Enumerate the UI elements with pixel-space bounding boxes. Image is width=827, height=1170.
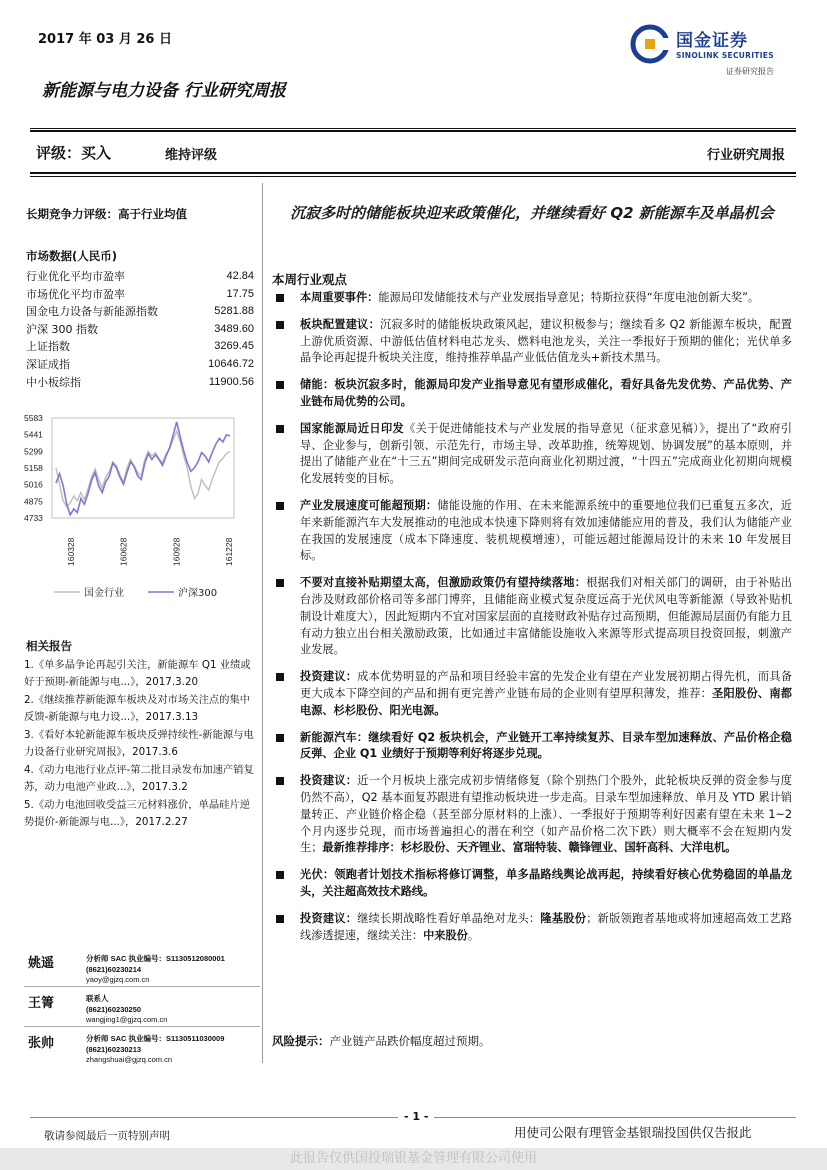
point-text: 近一个月板块上涨完成初步情绪修复（除个别热门个股外，此轮板块反弹的资金参与度仍然不高），Q2 基本面复苏跟进有望推动板块进一步走高。目录车型加速释放、单月及 YTD 累计销量转正、产业链价格企稳（甚至部分原材料的上涨）、一季报好于预期等利好因素有望在未来 1~2 个月内逐步兑现，而市场普遍担心的潜在利空（如产品价格二次下跌）则大概率不会在短期内发生； bbox=[300, 774, 792, 855]
point-picks: 中来股份 bbox=[423, 928, 468, 942]
point-picks: 隆基股份 bbox=[540, 911, 587, 925]
risk-text: 产业链产品跌价幅度超过预期。 bbox=[329, 1034, 491, 1048]
chart-y-tick-label: 5016 bbox=[24, 479, 43, 490]
logo-cn-text: 国金证券 bbox=[676, 31, 748, 51]
rating-maintain: 维持评级 bbox=[165, 148, 218, 163]
point-text: 储能设施的作用、在未来能源系统中的重要地位我们已重复五多次，近年来新能源汽车大发展推动的电池成本快速下降则将有效加速储能应用的普及，我们认为储能产业在我国的发展速度（成本下降速度、装机规模增速），可能远超过能源局设计的未来 10 年发展目标。 bbox=[300, 498, 792, 563]
related-report-item[interactable]: 1.《单多晶争论再起引关注，新能源车 Q1 业绩或好于预期-新能源与电...》，2017.3.20 bbox=[24, 659, 251, 688]
point-lead: 不要对直接补贴期望太高，但激励政策仍有望持续落地： bbox=[300, 576, 587, 590]
long-term-rating: 长期竞争力评级：高于行业均值 bbox=[26, 207, 187, 221]
related-report-item[interactable]: 3.《看好本轮新能源车板块反弹持续性-新能源与电力设备行业研究周报》，2017.3.6 bbox=[24, 729, 254, 758]
point-picks: 最新推荐排序：杉杉股份、天齐锂业、富瑞特装、赣锋锂业、国轩高科、大洋电机。 bbox=[322, 841, 737, 855]
market-row bbox=[26, 286, 254, 304]
analyst-phone: (8621)60230213 bbox=[86, 1044, 142, 1054]
market-row bbox=[26, 356, 254, 374]
point-lead: 板块配置建议： bbox=[300, 317, 381, 331]
report-type: 行业研究周报 bbox=[706, 148, 785, 163]
point-text: 根据我们对相关部门的调研，由于补贴出台涉及财政部价格司等多部门博弈，且储能商业模式复杂度远高于光伏风电等新能源（导致补贴机制设计难度大），因此短期内不宜对国家层面的直接财政补贴存过高预期，但能源局层面仍有能力且有动力独立出台相关激励政策，比如通过丰富储能设施收入来源等形式提高项目投资回报，刺激产业发展。 bbox=[300, 576, 792, 657]
market-row-label: 中小板综指 bbox=[26, 375, 81, 389]
footer-watermark: 此报告仅供国投瑞银基金管理有限公司使用 bbox=[0, 1148, 827, 1170]
section-title: 本周行业观点 bbox=[272, 272, 348, 287]
market-row-value: 5281.88 bbox=[214, 305, 254, 318]
point-lead: 国家能源局近日印发 bbox=[300, 421, 405, 435]
chart-x-tick-label: 161228 bbox=[224, 537, 234, 566]
related-report-item[interactable]: 2.《继续推荐新能源车板块及对市场关注点的集中反馈-新能源与电力设...》，2017.3.13 bbox=[24, 694, 251, 723]
chart-y-tick-label: 5299 bbox=[24, 446, 43, 457]
chart-y-tick-label: 4733 bbox=[24, 513, 43, 523]
viewpoint-item bbox=[272, 421, 792, 488]
market-row-value: 10646.72 bbox=[208, 357, 254, 370]
analyst-email[interactable]: zhangshuai@gjzq.com.cn bbox=[86, 1055, 172, 1064]
viewpoint-item bbox=[272, 669, 792, 719]
chart-x-tick-label: 160628 bbox=[118, 537, 129, 566]
analyst-phone: (8621)60230214 bbox=[86, 964, 142, 974]
point-lead: 投资建议： bbox=[300, 670, 358, 684]
market-row-label: 国金电力设备与新能源指数 bbox=[26, 305, 158, 319]
point-text: 。 bbox=[467, 928, 480, 942]
chart-x-tick-label: 160928 bbox=[171, 537, 182, 566]
chart-legend-label: 沪深300 bbox=[178, 588, 218, 599]
analyst-email[interactable]: wangjing1@gjzq.com.cn bbox=[86, 1015, 168, 1024]
analyst-info bbox=[86, 954, 225, 986]
main-title: 沉寂多时的储能板块迎来政策催化，并继续看好 Q2 新能源车及单晶机会 bbox=[290, 204, 774, 222]
analyst-email[interactable]: yaoy@gjzq.com.cn bbox=[86, 975, 150, 984]
index-line-chart bbox=[18, 408, 263, 608]
related-report-item[interactable]: 5.《动力电池回收受益三元材料涨价，单晶硅片逆势提价-新能源与电...》，2017.2.27 bbox=[24, 799, 251, 828]
market-row bbox=[26, 303, 254, 321]
analyst-cert: 分析师 SAC 执业编号：S1130511030009 bbox=[86, 1034, 225, 1043]
header-divider-top bbox=[30, 128, 796, 129]
point-text: ；新版领跑者基地或将加速超高效工艺路线渗透提速，继续关注： bbox=[300, 911, 792, 942]
chart-series-line-hs300 bbox=[56, 422, 230, 515]
analyst-name: 王箐 bbox=[28, 996, 55, 1011]
footer-usage-note: 用使司公限有理管金基银瑞投国供仅告报此 bbox=[514, 1125, 752, 1140]
point-lead: 储能：板块沉寂多时，能源局印发产业指导意见有望形成催化，看好具备先发优势、产品优势、产业链布局优势的公司。 bbox=[300, 378, 792, 408]
market-row bbox=[26, 374, 254, 392]
analyst-info bbox=[86, 1034, 224, 1066]
market-row bbox=[26, 338, 254, 356]
related-reports-list bbox=[24, 657, 260, 832]
point-text: 继续长期战略性看好单晶绝对龙头： bbox=[357, 911, 541, 925]
chart-y-tick-label: 5441 bbox=[24, 429, 43, 440]
point-lead: 投资建议： bbox=[300, 911, 358, 925]
page-number: - 1 - bbox=[398, 1110, 434, 1123]
viewpoints-list bbox=[272, 290, 792, 954]
market-row-label: 行业优化平均市盈率 bbox=[26, 270, 125, 283]
sinolink-logo-icon bbox=[630, 24, 670, 64]
market-row-label: 上证指数 bbox=[26, 340, 70, 354]
market-row-value: 42.84 bbox=[226, 270, 254, 282]
risk-label: 风险提示： bbox=[272, 1034, 330, 1048]
rating-divider-thin bbox=[30, 176, 796, 177]
logo-subtitle: 证券研究报告 bbox=[726, 67, 774, 76]
rating-label: 评级：买入 bbox=[36, 144, 112, 162]
analyst-cert: 分析师 SAC 执业编号：S1130512080001 bbox=[86, 954, 225, 963]
market-row-value: 11900.56 bbox=[208, 375, 254, 388]
analyst-cert: 联系人 bbox=[86, 994, 109, 1003]
viewpoint-item bbox=[272, 911, 792, 945]
market-row bbox=[26, 268, 254, 286]
header-divider-top-thick bbox=[30, 130, 796, 132]
related-report-item[interactable]: 4.《动力电池行业点评-第二批目录发布加速产销复苏，动力电池产业政...》，2017.3.2 bbox=[24, 764, 254, 793]
viewpoint-item bbox=[272, 730, 792, 764]
analyst-name: 张帅 bbox=[28, 1036, 55, 1051]
market-row-label: 市场优化平均市盈率 bbox=[26, 287, 125, 301]
viewpoint-item bbox=[272, 575, 792, 659]
analyst-name: 姚遥 bbox=[28, 956, 55, 971]
point-lead: 投资建议： bbox=[300, 774, 358, 788]
viewpoint-item bbox=[272, 317, 792, 367]
viewpoint-item bbox=[272, 498, 792, 565]
rating-divider bbox=[30, 172, 796, 174]
point-text: 沉寂多时的储能板块政策风起，建议积极参与；继续看多 Q2 新能源车板块，配置上游优质资源、中游低估值材料电芯龙头、燃料电池龙头，关注一季报好于预期的催化；光伏单多晶争论再起提升板块关注度，维持推荐单晶产业低估值龙头+新技术黑马。 bbox=[300, 317, 792, 365]
point-lead: 产业发展速度可能超预期： bbox=[300, 498, 438, 512]
analyst-phone: (8621)60230250 bbox=[86, 1004, 142, 1014]
chart-y-tick-label: 4875 bbox=[24, 496, 43, 507]
point-lead: 光伏：领跑者计划技术指标将修订调整，单多晶路线舆论战再起，持续看好核心优势稳固的单晶龙头，关注超高效技术路线。 bbox=[300, 868, 792, 898]
report-title: 新能源与电力设备 行业研究周报 bbox=[42, 81, 286, 101]
chart-y-tick-label: 5158 bbox=[24, 463, 43, 473]
market-row-value: 3269.45 bbox=[214, 340, 254, 353]
column-divider bbox=[262, 183, 263, 1063]
market-row-label: 深证成指 bbox=[26, 357, 70, 371]
sinolink-logo bbox=[630, 22, 790, 82]
related-reports-title: 相关报告 bbox=[26, 639, 72, 653]
viewpoint-item bbox=[272, 867, 792, 901]
footer-disclaimer: 敬请参阅最后一页特别声明 bbox=[44, 1130, 170, 1142]
analyst-divider bbox=[24, 1026, 260, 1027]
market-data-title: 市场数据(人民币) bbox=[26, 249, 118, 263]
logo-en-text: SINOLINK SECURITIES bbox=[676, 51, 774, 60]
viewpoint-item bbox=[272, 773, 792, 857]
chart-x-tick-label: 160328 bbox=[66, 537, 76, 566]
point-lead: 本周重要事件： bbox=[300, 291, 379, 304]
viewpoint-item bbox=[272, 377, 792, 411]
point-lead: 新能源汽车：继续看好 Q2 板块机会，产业链开工率持续复苏、目录车型加速释放、产品价格企稳反弹、企业 Q1 业绩好于预期等利好将逐步兑现。 bbox=[300, 730, 792, 761]
report-date: 2017 年 03 月 26 日 bbox=[38, 32, 172, 47]
point-text: 成本优势明显的产品和项目经验丰富的先发企业有望在产业发展初期占得先机，而具备更大成本下降空间的产品和拥有更完善产业链布局的企业则有望厚积薄发，推荐： bbox=[300, 670, 792, 700]
analyst-divider bbox=[24, 986, 260, 987]
analyst-info bbox=[86, 994, 167, 1026]
viewpoint-item bbox=[272, 290, 792, 307]
chart-legend-label: 国金行业 bbox=[84, 588, 124, 599]
point-text: 《关于促进储能技术与产业发展的指导意见（征求意见稿）》，提出了“政府引导、企业参与，创新引领、示范先行，市场主导、改革助推，统筹规划、协调发展”的基本原则，并提出了储能产业在“十三五”期间完成研发示范向商业化初期过渡，“十四五”完成商业化初期向规模化发展转变的目标。 bbox=[300, 421, 792, 486]
market-row-label: 沪深 300 指数 bbox=[26, 322, 98, 336]
market-row bbox=[26, 321, 254, 339]
market-row-value: 17.75 bbox=[226, 287, 254, 300]
point-text: 能源局印发储能技术与产业发展指导意见；特斯拉获得“年度电池创新大奖”。 bbox=[378, 291, 760, 304]
point-picks: 圣阳股份、南都电源、杉杉股份、阳光电源。 bbox=[300, 686, 792, 717]
chart-y-tick-label: 5583 bbox=[24, 413, 43, 423]
risk-warning bbox=[272, 1033, 491, 1049]
market-row-value: 3489.60 bbox=[214, 322, 254, 335]
market-data-table bbox=[26, 268, 254, 391]
